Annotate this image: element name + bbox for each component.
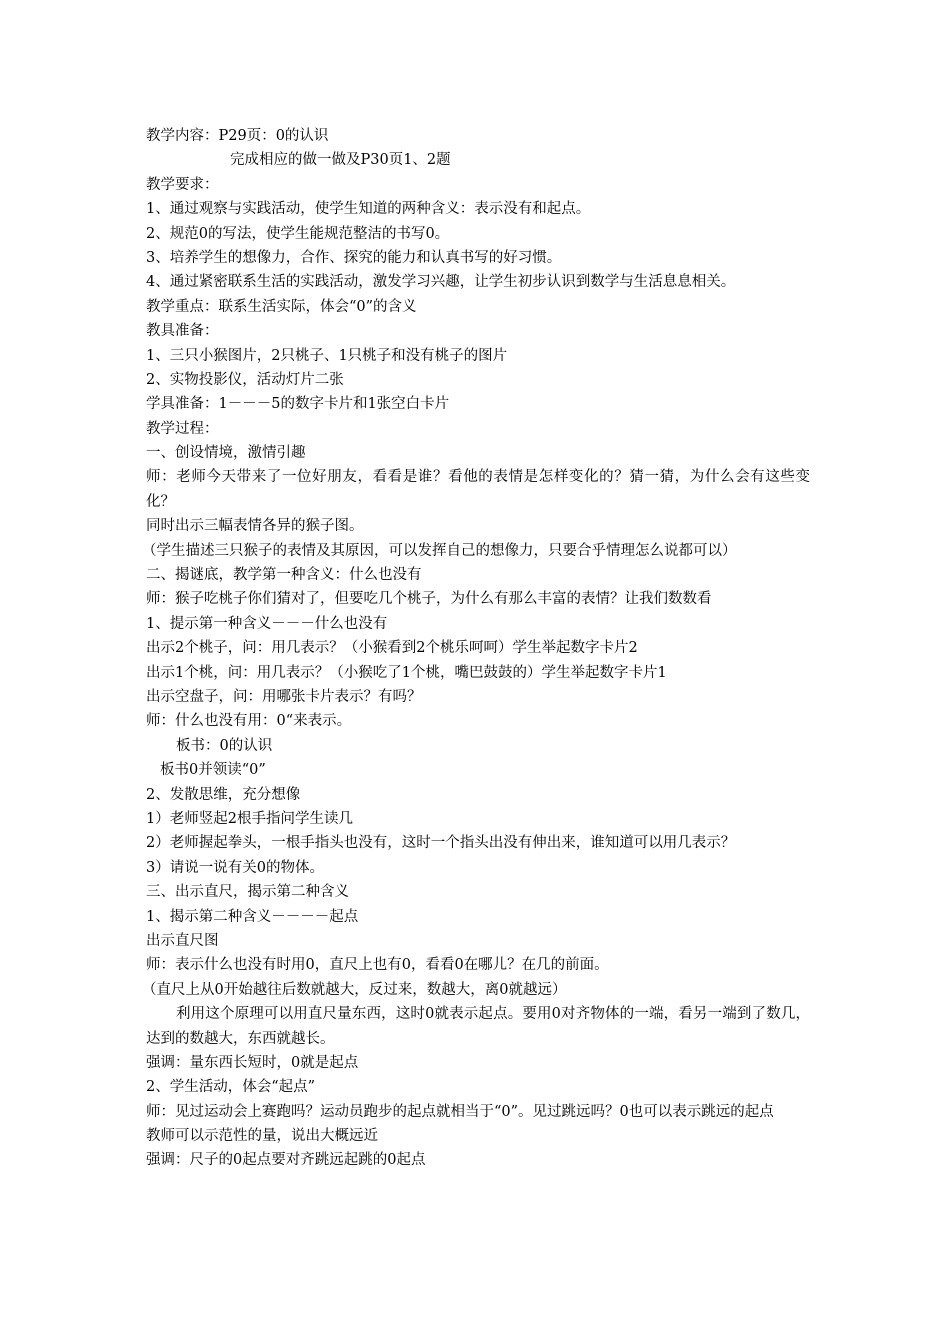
requirement-item: 1、通过观察与实践活动，使学生知道的两种含义：表示没有和起点。 [146, 201, 591, 218]
subsection-heading: 2、发散思维，充分想像 [146, 786, 301, 803]
section-heading: 三、出示直尺，揭示第二种含义 [146, 884, 349, 901]
requirements-heading: 教学要求： [146, 176, 219, 193]
paragraph: 1）老师竖起2根手指问学生读几 [146, 810, 353, 827]
paragraph: 利用这个原理可以用直尺量东西，这时0就表示起点。要用0对齐物体的一端，看另一端到了数几，达到的数越大，东西就越长。 [146, 1006, 810, 1047]
paragraph: （学生描述三只猴子的表情及其原因，可以发挥自己的想像力，只要合乎情理怎么说都可以） [142, 542, 737, 559]
subsection-heading: 2、学生活动，体会“起点” [146, 1079, 316, 1096]
key-point-line: 教学重点：联系生活实际，体会“0”的含义 [146, 298, 417, 315]
paragraph: 3）请说一说有关0的物体。 [146, 859, 324, 876]
paragraph: 出示空盘子，问：用哪张卡片表示？有吗？ [146, 689, 422, 706]
teaching-content-line: 教学内容：P29页：0的认识 [146, 128, 329, 144]
paragraph: （直尺上从0开始越往后数就越大，反过来，数越大，离0就越远） [142, 981, 567, 998]
blackboard-line: 板书0并领读“0” [160, 762, 266, 779]
paragraph: 师：见过运动会上赛跑吗？运动员跑步的起点就相当于“0”。见过跳远吗？0也可以表示跳远的起点 [146, 1103, 774, 1120]
blackboard-line: 板书：0的认识 [176, 737, 273, 754]
paragraph: 出示直尺图 [146, 932, 219, 949]
paragraph: 强调：量东西长短时，0就是起点 [146, 1054, 359, 1071]
process-heading: 教学过程： [146, 420, 219, 437]
requirement-item: 2、规范0的写法，使学生能规范整洁的书写0。 [146, 225, 450, 242]
lesson-plan-body [142, 124, 810, 1173]
paragraph: 师：表示什么也没有时用0，直尺上也有0，看看0在哪儿？在几的前面。 [146, 957, 609, 974]
teaching-aids-heading: 教具准备： [146, 323, 219, 340]
paragraph: 师：老师今天带来了一位好朋友，看看是谁？看他的表情是怎样变化的？猜一猜，为什么会有这些变化？ [146, 469, 810, 510]
subsection-heading: 1、揭示第二种含义－－－－起点 [146, 908, 359, 925]
paragraph: 出示1个桃，问：用几表示？（小猴吃了1个桃，嘴巴鼓鼓的）学生举起数字卡片1 [146, 664, 667, 681]
paragraph: 同时出示三幅表情各异的猴子图。 [146, 518, 364, 535]
paragraph: 1、提示第一种含义－－－什么也没有 [146, 615, 388, 632]
paragraph: 出示2个桃子，问：用几表示？（小猴看到2个桃乐呵呵）学生举起数字卡片2 [146, 640, 638, 657]
paragraph: 强调：尺子的0起点要对齐跳远起跳的0起点 [146, 1152, 426, 1169]
paragraph: 师：什么也没有用：0“来表示。 [146, 713, 352, 730]
requirement-item: 3、培养学生的想像力，合作、探究的能力和认真书写的好习惯。 [146, 249, 562, 266]
section-heading: 二、揭谜底，教学第一种含义：什么也没有 [146, 567, 422, 584]
teaching-aid-item: 1、三只小猴图片，2只桃子、1只桃子和没有桃子的图片 [146, 347, 508, 364]
paragraph: 2）老师握起拳头，一根手指头也没有，这时一个指头出没有伸出来，谁知道可以用几表示？ [146, 835, 736, 852]
section-heading: 一、创设情境，激情引趣 [146, 445, 306, 462]
teaching-aid-item: 2、实物投影仪，活动灯片二张 [146, 371, 344, 388]
paragraph: 教师可以示范性的量，说出大概远近 [146, 1128, 378, 1145]
paragraph: 师：猴子吃桃子你们猜对了，但要吃几个桃子，为什么有那么丰富的表情？让我们数数看 [146, 591, 712, 608]
requirement-item: 4、通过紧密联系生活的实践活动，激发学习兴趣，让学生初步认识到数学与生活息息相关。 [146, 274, 736, 291]
teaching-content-subline: 完成相应的做一做及P30页1、2题 [230, 152, 451, 169]
student-materials-line: 学具准备：1－－－5的数字卡片和1张空白卡片 [146, 396, 450, 413]
